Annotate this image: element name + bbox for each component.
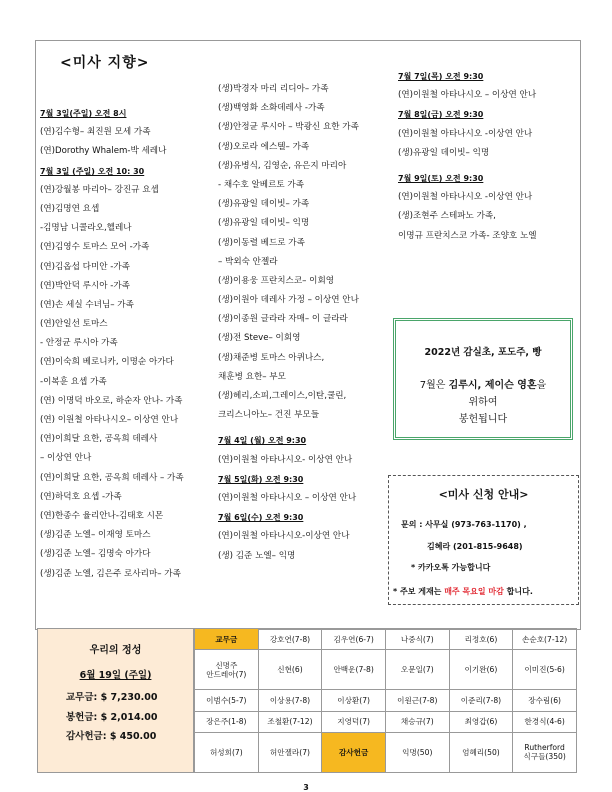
intention-line: -이복훈 요셉 가족 [40,376,107,387]
intention-line: (생) 김준 노엘– 익명 [218,550,296,561]
page-title: <미사 지향> [60,55,150,71]
table-cell: 장수림(6) [513,690,577,711]
intention-line: 이명규 프란치스코 가족- 조양호 노엘 [398,230,537,241]
table-cell: 익명(50) [385,732,449,772]
intention-line: (생)유광일 데이빗– 익명 [218,218,310,229]
intention-line: (생)이동렬 베드로 가족 [218,237,305,248]
mass-time-heading: 7월 3일 (주일) 오전 10: 30 [40,166,145,176]
table-cell: 나중식(7) [385,629,449,650]
intention-line: (연)이원철 아타나시오 -이상연 안나 [398,128,533,139]
mass-time-heading: 7월 7일(목) 오전 9:30 [398,72,484,81]
intention-line: (생)이용웅 프란치스코– 이회영 [218,275,335,286]
table-cell: 지영덕(7) [322,711,386,732]
mass-time-heading: 7월 6일(수) 오전 9:30 [218,513,304,523]
intention-line: (연)이원철 아타나시오 -이상연 안나 [398,192,533,203]
intentions-column-1 [40,104,184,584]
table-cell: 이상환(7) [322,690,386,711]
table-cell: 교무금 [195,629,259,650]
offering-summary-box [37,628,194,773]
thanks-body: 7월은 김루시, 제이슨 영혼을 위하여 봉헌됩니다 [419,380,547,425]
offering-heading: 우리의 정성 [89,645,142,656]
deadline-text: 매주 목요일 마감 [444,587,504,596]
mass-time-heading: 7월 4일 (월) 오전 9:30 [218,436,307,446]
table-cell: 신명주 안드레아(7) [195,650,259,690]
mass-time-heading: 7월 9일(토) 오전 9:30 [398,173,484,183]
offering-line-dues: 교무금: $ 7,230.00 [66,692,158,703]
intention-line: - 안정균 루시아 가족 [40,338,118,349]
donations-table [194,628,577,773]
intention-line: (생)채준병 토마스 아퀴나스, [218,352,325,363]
intention-line: (생)안정균 루시아 – 박광신 요한 가족 [218,122,359,133]
table-cell: 손순호(7-12) [513,629,577,650]
intention-line: (생)김준 노엘– 이재영 토마스 [40,530,151,541]
intention-line: (연) 이원철 아타나시오– 이상연 안나 [40,415,179,425]
intention-line: (연)김명연 요셉 [40,203,100,214]
intention-line: (연)이숙희 베로니카, 이명순 아가다 [40,357,174,368]
offering-line-collection: 봉헌금: $ 2,014.00 [66,711,158,723]
table-cell: 이미진(5-6) [513,650,577,690]
intention-line: 채훈병 요한– 부모 [218,371,286,382]
intention-line: (생)헤리,소피,그레이스,이탄,쿨린, [218,391,347,401]
table-cell: 강호연(7-8) [258,629,322,650]
intention-line: (연)이원철 아타나시오 – 이상연 안나 [398,90,537,101]
intention-line: (생)김준 노엘– 김명숙 아가다 [40,549,151,560]
intention-line: – 박외숙 안젤라 [218,256,278,267]
intention-line: (생)전 Steve– 이회영 [218,333,301,344]
offering-date: 6월 19일 (주일) [79,670,152,681]
kakao-note: * 카카오톡 가능합니다 [411,563,491,572]
table-cell: 채승규(7) [385,711,449,732]
intentions-column-3 [398,67,537,246]
intention-line: (연)이원철 아타나시오- 이상연 안나 [218,454,353,465]
contact-phone: 김혜라 (201-815-9648) [427,542,523,551]
mass-time-heading: 7월 8일(금) 오전 9:30 [398,110,484,120]
intentions-column-2 [218,80,359,566]
intention-line: – 이상연 안나 [40,453,92,464]
mass-request-box [388,475,579,605]
mass-time-heading: 7월 5일(화) 오전 9:30 [218,474,304,484]
mass-time-heading: 7월 3일(주일) 오전 8시 [40,109,127,118]
mass-request-heading: <미사 신청 안내> [438,488,529,501]
intention-line: (생)백영화 소화데레사 -가족 [218,103,325,114]
table-row [195,650,577,690]
intention-line: (연)김영수 토마스 모어 -가족 [40,242,150,253]
intention-line: (생)유광일 데이빗– 익명 [398,147,490,158]
table-row [195,711,577,732]
intention-line: -김명남 니콜라오,헬레나 [40,223,132,234]
table-row [195,690,577,711]
intention-line: (생)김준 노엘, 김은주 로사리마– 가족 [40,568,181,579]
intention-line: (생)조현주 스테파노 가족, [398,211,496,222]
offering-line-thanksgiving: 감사헌금: $ 450.00 [66,731,157,742]
intention-line: (연)박안덕 루시아 -가족 [40,280,130,291]
deadline-note: * 주보 게재는 매주 목요일 마감 합니다. [393,587,533,596]
intention-line: (연)손 세실 수녀님– 가족 [40,299,134,310]
table-cell: 허안젤라(7) [258,732,322,772]
intention-line: (생)유광일 데이빗– 가족 [218,199,310,210]
thanks-notice-box [393,318,573,440]
table-cell: 장은주(1-8) [195,711,259,732]
intention-line: (생)박경자 마리 리디아– 가족 [218,84,329,94]
table-cell: 김우연(6-7) [322,629,386,650]
table-row [195,629,577,650]
intention-line: (연)한종수 율리안나-김태호 시몬 [40,510,164,521]
intention-line: (생)유병식, 김영순, 유은지 마리아 [218,160,347,171]
table-cell: 이원근(7-8) [385,690,449,711]
intention-line: (연)김수형– 최진원 모세 가족 [40,127,151,138]
table-cell: 감사헌금 [322,732,386,772]
intention-line: (생)이원아 데레사 가정 – 이상연 안나 [218,295,359,306]
intention-line: 크리스니아노– 건진 부모들 [218,410,320,421]
intention-line: (생)오로라 에스텔– 가족 [218,141,310,152]
table-cell: 엄혜리(50) [449,732,513,772]
intention-line: (연)이원철 아타나시오-이상연 안나 [218,531,350,542]
table-cell: 이준리(7-8) [449,690,513,711]
office-phone: 문의 : 사무실 (973-763-1170) , [401,520,527,529]
intention-line: (연)하덕호 요셉 -가족 [40,491,122,502]
intention-line: (연)Dorothy Whalem-박 세레나 [40,146,167,157]
table-cell: 리정호(6) [449,629,513,650]
table-cell: 한경식(4-6) [513,711,577,732]
intention-line: (연)이희달 요한, 공옥희 데레사 – 가족 [40,472,184,483]
table-row [195,732,577,772]
intention-line: (연)강월봉 마리아– 강진규 요셉 [40,184,159,195]
table-cell: 오문일(7) [385,650,449,690]
table-cell: 안백운(7-8) [322,650,386,690]
table-cell: 이기완(6) [449,650,513,690]
intention-line: (연)안일선 토마스 [40,319,108,330]
table-cell: 이상용(7-8) [258,690,322,711]
table-cell: 최영갑(6) [449,711,513,732]
intention-line: (연)김옵섭 다미안 -가족 [40,261,130,272]
table-cell: 조철환(7-12) [258,711,322,732]
table-cell: 신현(6) [258,650,322,690]
table-cell: 이범수(5-7) [195,690,259,711]
thanks-names: 김루시, 제이슨 영혼 [448,380,537,391]
intention-line: (연)이희달 요한, 공옥희 데레사 [40,434,158,445]
page-number: 3 [303,783,309,792]
intention-line: (연) 이명덕 바오로, 하순자 안나- 가족 [40,395,183,406]
intention-line: (연)이원철 아타나시오 – 이상연 안나 [218,492,357,503]
table-cell: Rutherford 식구들(350) [513,732,577,772]
intention-line: - 채수호 알베르토 가족 [218,179,305,190]
offering-lines [66,688,157,747]
intention-line: (생)이종원 글라라 자매– 이 글라라 [218,314,348,325]
thanks-heading: 2022년 감실초, 포도주, 빵 [424,347,542,358]
table-cell: 허성희(7) [195,732,259,772]
